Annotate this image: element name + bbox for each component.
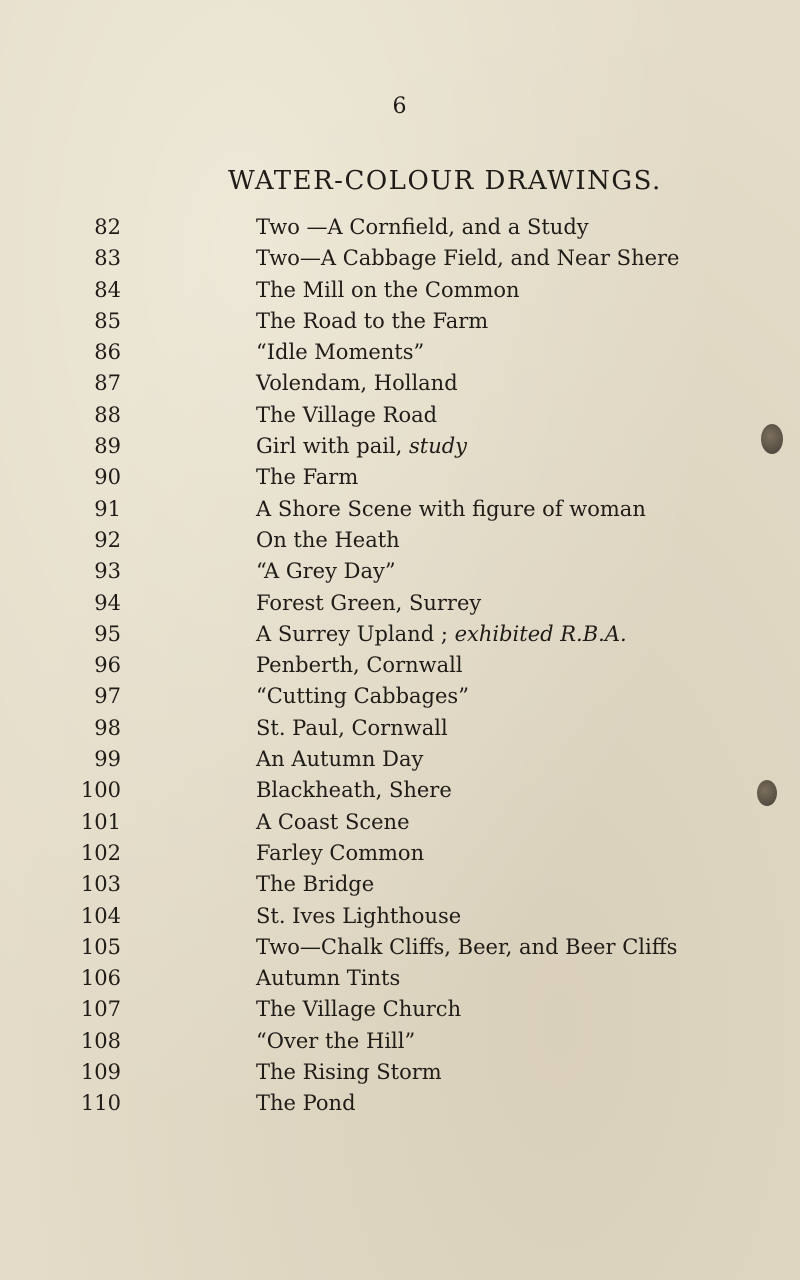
lot-title: The Road to the Farm [256,308,489,333]
lot-number: 101 [80,809,121,834]
lot-title: The Rising Storm [256,1060,442,1085]
page-number: 6 [392,94,408,119]
lot-title: “Cutting Cabbages” [256,684,469,709]
lot-title: The Farm [256,465,359,490]
lot-title: An Autumn Day [256,747,424,772]
lot-title: Two—A Cabbage Field, and Near Shere [256,246,680,271]
lot-title: The Bridge [256,872,375,897]
lot-number: 93 [94,559,121,584]
lot-title: A Coast Scene [256,809,410,834]
lot-number: 90 [94,465,121,490]
lot-number: 88 [94,402,121,427]
catalog-list [0,212,800,1120]
lot-title: Forest Green, Surrey [256,590,482,615]
lot-title: Two—Chalk Cliffs, Beer, and Beer Cliffs [256,934,678,959]
lot-number: 82 [94,215,121,239]
section-title: WATER-COLOUR DRAWINGS. [228,166,662,196]
lot-number: 110 [80,1091,121,1116]
catalog-item [0,1088,800,1119]
lot-title: Farley Common [256,840,425,865]
lot-number: 108 [80,1028,121,1053]
lot-number: 106 [80,966,121,991]
catalog-item [0,212,800,243]
ink-blot-lower [757,780,777,806]
lot-title: A Shore Scene with figure of woman [256,496,646,521]
catalog-item [0,1026,800,1057]
catalog-item [0,431,800,462]
lot-title: Volendam, Holland [256,371,458,396]
lot-number: 104 [80,903,121,928]
lot-number: 95 [94,621,121,646]
lot-title: The Village Road [256,402,438,427]
lot-number: 87 [94,371,121,396]
catalog-item [0,994,800,1025]
lot-title: Blackheath, Shere [256,778,452,803]
catalog-item [0,650,800,681]
lot-title: “Idle Moments” [256,340,425,365]
lot-number: 102 [80,840,121,865]
lot-number: 103 [80,872,121,897]
lot-title: St. Ives Lighthouse [256,903,462,928]
lot-number: 98 [94,715,121,740]
catalog-item [0,963,800,994]
catalog-item [0,744,800,775]
lot-number: 89 [94,434,121,459]
catalog-item [0,400,800,431]
lot-title: The Pond [256,1091,356,1116]
catalog-item [0,619,800,650]
lot-number: 94 [94,590,121,615]
lot-title: Two —A Cornfield, and a Study [256,215,589,239]
catalog-item [0,775,800,806]
lot-title: On the Heath [256,527,400,552]
catalog-item [0,243,800,274]
lot-number: 92 [94,527,121,552]
lot-title: Penberth, Cornwall [256,653,463,678]
catalog-item [0,494,800,525]
lot-title: The Village Church [256,997,462,1022]
catalog-item [0,556,800,587]
lot-number: 86 [94,340,121,365]
lot-title: Girl with pail, study [256,434,468,459]
ink-blot-upper [761,424,783,454]
catalog-item [0,462,800,493]
catalog-item [0,1057,800,1088]
lot-number: 83 [94,246,121,271]
catalog-item [0,588,800,619]
lot-number: 91 [94,496,121,521]
lot-number: 100 [80,778,121,803]
lot-number: 99 [94,747,121,772]
catalog-item [0,838,800,869]
catalog-item [0,275,800,306]
catalog-item [0,525,800,556]
lot-title: “A Grey Day” [256,559,396,584]
lot-number: 85 [94,308,121,333]
catalog-item [0,368,800,399]
lot-number: 109 [80,1060,121,1085]
catalog-item [0,337,800,368]
lot-number: 107 [80,997,121,1022]
catalog-item [0,901,800,932]
catalog-item [0,869,800,900]
lot-title: The Mill on the Common [256,277,520,302]
catalog-item [0,807,800,838]
catalog-item [0,713,800,744]
catalog-item [0,306,800,337]
catalog-item [0,932,800,963]
lot-number: 96 [94,653,121,678]
lot-title: St. Paul, Cornwall [256,715,448,740]
lot-number: 84 [94,277,121,302]
lot-title: “Over the Hill” [256,1028,416,1053]
lot-number: 97 [94,684,121,709]
lot-title: Autumn Tints [256,966,401,991]
lot-title: A Surrey Upland ; exhibited R.B.A. [256,621,627,646]
lot-number: 105 [80,934,121,959]
catalog-item [0,681,800,712]
